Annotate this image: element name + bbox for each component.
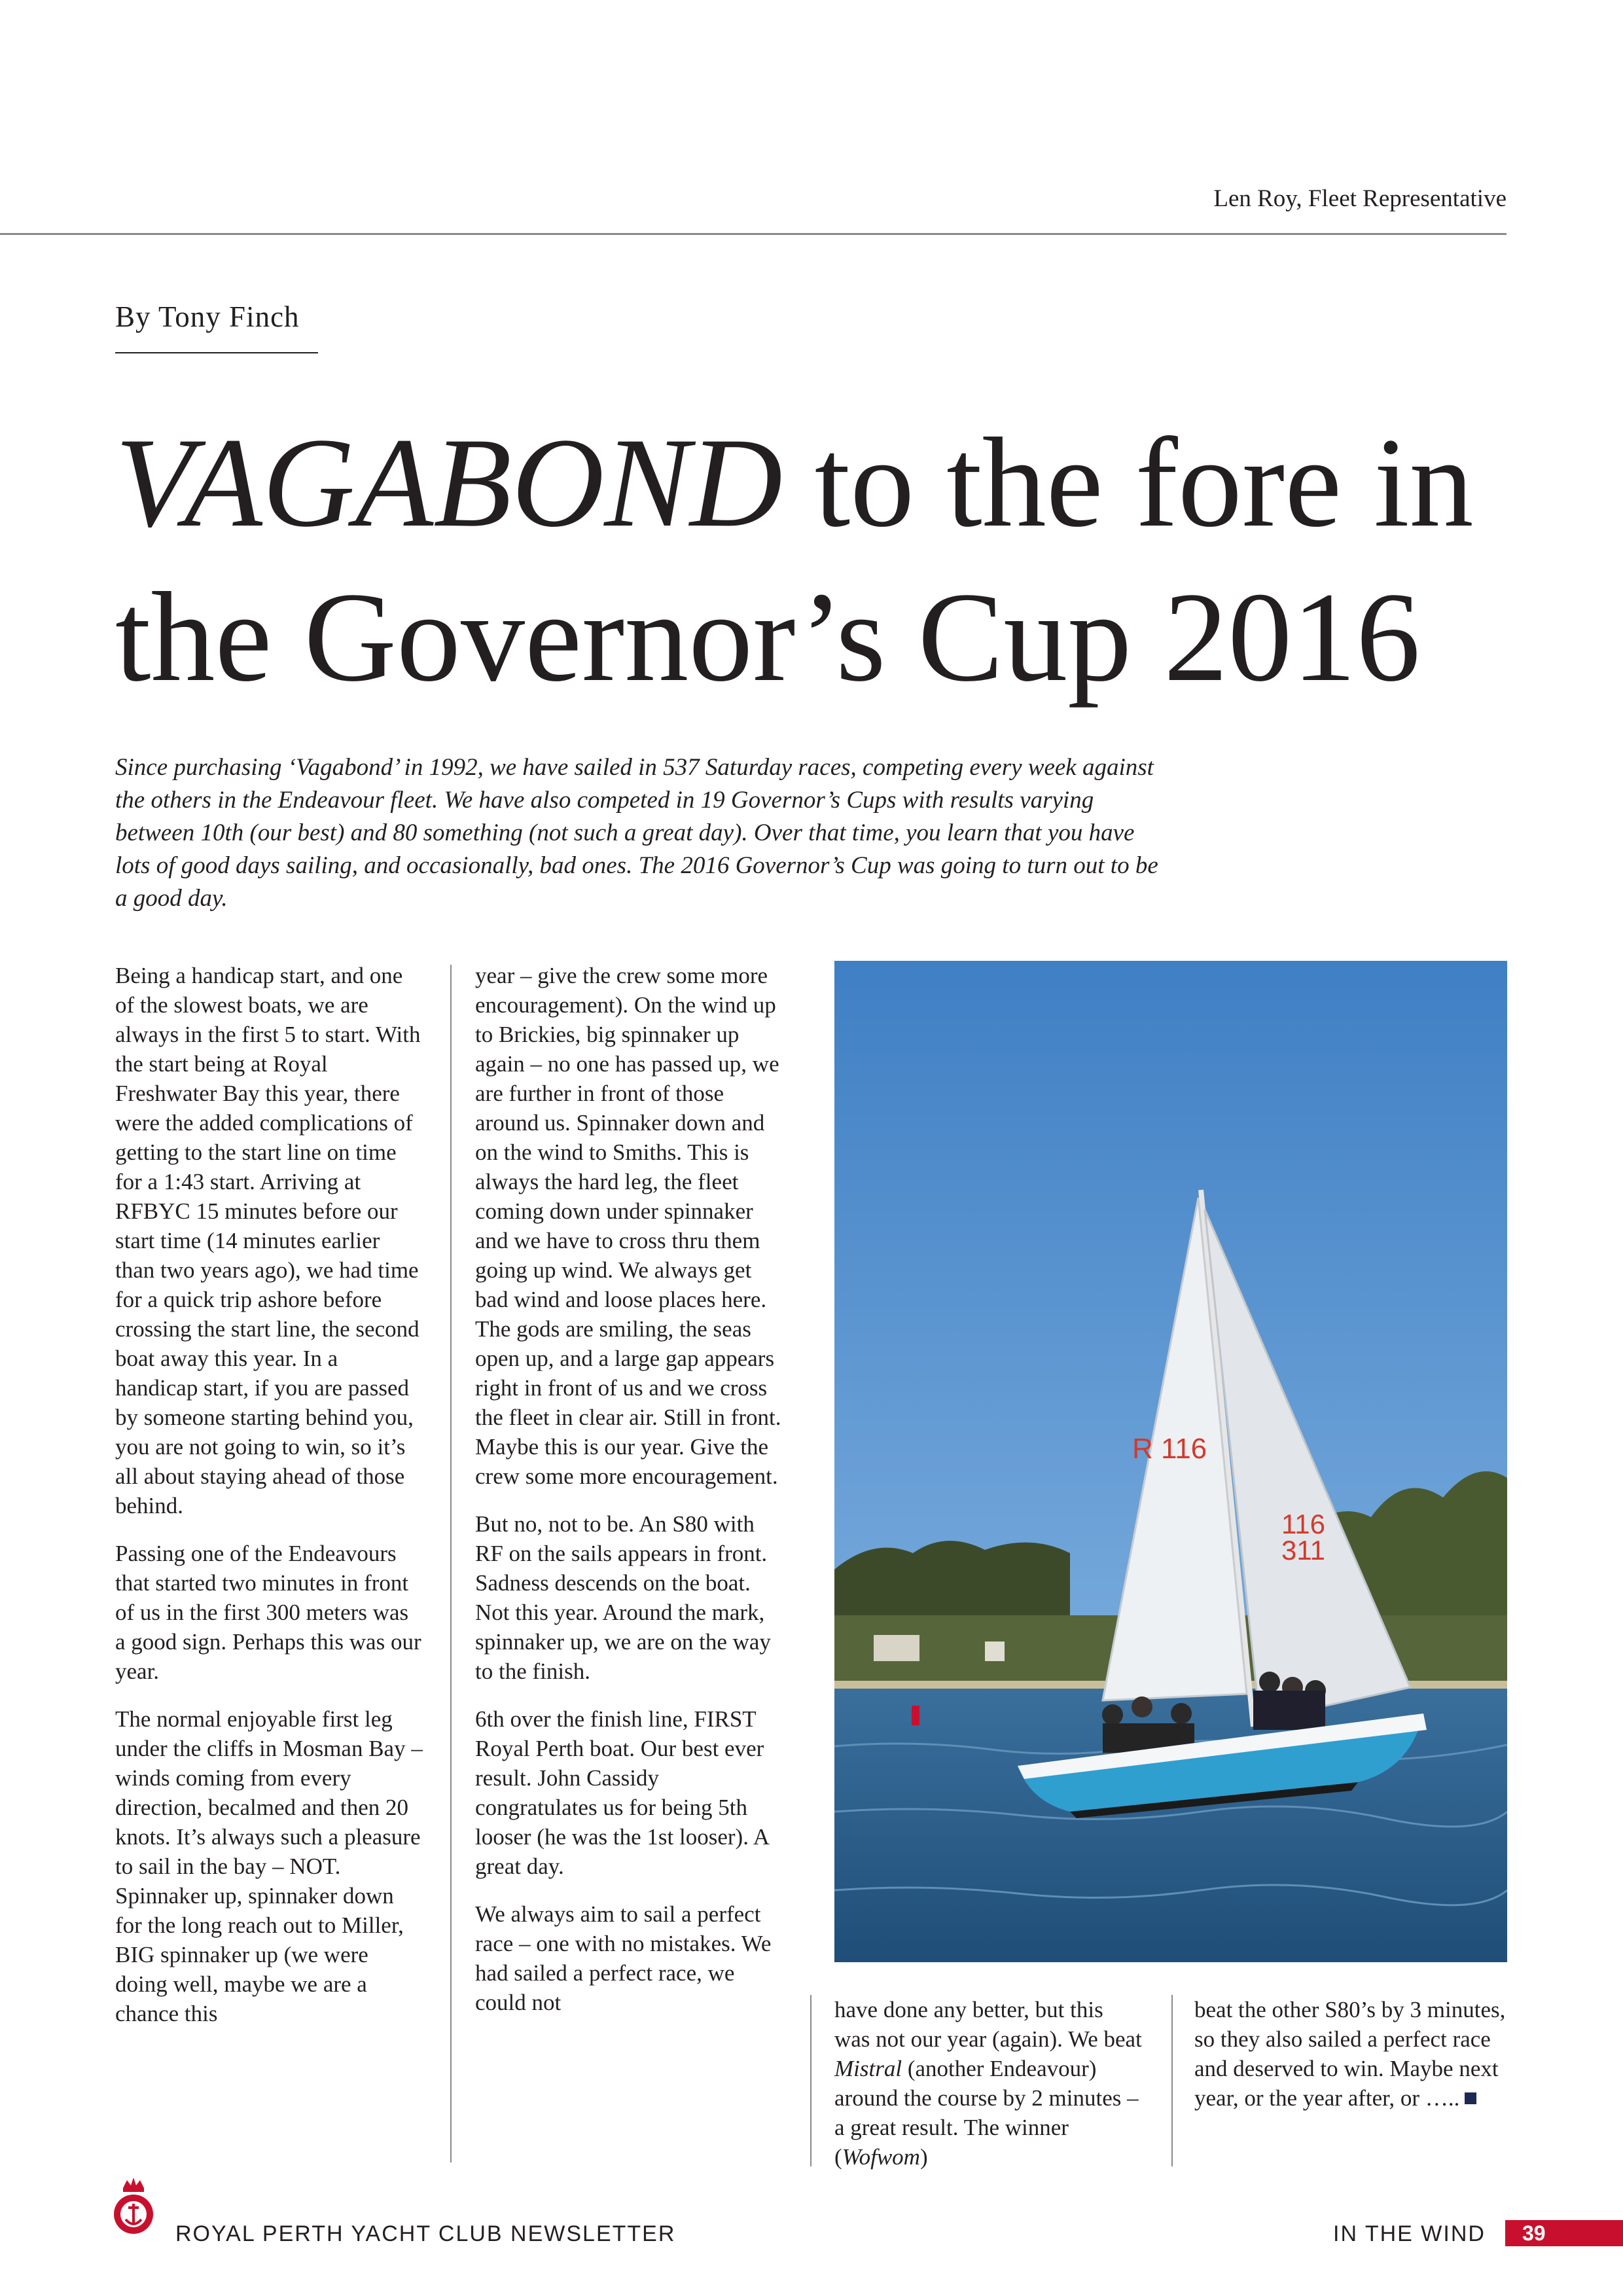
paragraph: year – give the crew some more encouragement). On the wind up to Brickies, big spinnaker up again – no one has passed up, we are further in front of those around us. Spinnaker down and on the wind to Smiths. This is always the hard leg, the fleet coming down under spinnaker and we have to cross thru them going up wind. We always get bad wind and loose places here. The gods are smiling, the seas open up, and a large gap appears right in front of us and we cross the fleet in clear air. Still in front. Maybe this is our year. Give the crew some more encouragement. bbox=[475, 963, 781, 1489]
sail-number-jib-bottom: 311 bbox=[1281, 1535, 1325, 1566]
byline: By Tony Finch bbox=[115, 300, 300, 333]
header-credit: Len Roy, Fleet Representative bbox=[1213, 185, 1507, 212]
section-name: IN THE WIND bbox=[1333, 2221, 1486, 2246]
body-column-3 bbox=[834, 1995, 1142, 2190]
title-line-2: the Governor’s Cup 2016 bbox=[115, 566, 1421, 708]
paragraph: We always aim to sail a perfect race – one with no mistakes. We had sailed a perfect race, we could not bbox=[475, 1901, 772, 2015]
paragraph: Being a handicap start, and one of the slowest boats, we are always in the first 5 to start. With the start being at Royal Freshwater Bay this year, there were the added complications of getting to the start line on time for a 1:43 start. Arriving at RFBYC 15 minutes before our start time (14 minutes earlier than two years ago), we had time for a quick trip ashore before crossing the start line, the second boat away this year. In a handicap start, if you are passed by someone starting behind you, you are not going to win, so it’s all about staying ahead of those behind. bbox=[115, 963, 421, 1518]
title-line-1 bbox=[115, 406, 1555, 560]
sail-number-main: R 116 bbox=[1132, 1433, 1207, 1465]
body-column-1 bbox=[115, 961, 423, 2047]
text-run: beat the other S80’s by 3 minutes, so they also sailed a perfect race and deserved to win. Maybe next year, or the year after, or ….. bbox=[1194, 1997, 1506, 2111]
article-title bbox=[115, 406, 1555, 715]
text-run: (another Endeavour) around the course by 2 minutes – a great result. The winner ( bbox=[834, 2056, 1139, 2170]
text-run: have done any better, but this was not our year (again). We beat bbox=[834, 1997, 1142, 2052]
end-of-article-icon bbox=[1465, 2092, 1476, 2104]
sailing-photo bbox=[834, 961, 1507, 1962]
paragraph: Passing one of the Endeavours that started two minutes in front of us in the first 300 meters was a good sign. Perhaps this was our year. bbox=[115, 1541, 421, 1684]
byline-underline bbox=[115, 352, 318, 353]
paragraph: But no, not to be. An S80 with RF on the sails appears in front. Sadness descends on the boat. Not this year. Around the mark, spinnaker up, we are on the way to the finish. bbox=[475, 1511, 771, 1684]
column-divider bbox=[450, 965, 452, 2162]
rpyc-crest-icon bbox=[113, 2176, 154, 2239]
header-divider bbox=[0, 233, 1507, 235]
text-run: ) bbox=[919, 2144, 928, 2170]
boat-name-mistral: Mistral bbox=[834, 2056, 902, 2081]
paragraph: The normal enjoyable first leg under the cliffs in Mosman Bay – winds coming from every direction, becalmed and then 20 knots. It’s always such a pleasure to sail in the bay – NOT. Spinnaker up, spinnaker down for the long reach out to Miller, BIG spinnaker up (we were doing well, maybe we are a chance this bbox=[115, 1706, 423, 2026]
body-column-2 bbox=[475, 961, 783, 2036]
boat-name-wofwom: Wofwom bbox=[842, 2144, 920, 2170]
page-number: 39 bbox=[1522, 2221, 1546, 2245]
paragraph bbox=[834, 1995, 1142, 2172]
title-boat-name: VAGABOND bbox=[115, 412, 783, 554]
column-divider bbox=[1171, 1995, 1173, 2166]
paragraph bbox=[1194, 1995, 1508, 2113]
paragraph: 6th over the finish line, FIRST Royal Perth boat. Our best ever result. John Cassidy congratulates us for being 5th looser (he was the 1st looser). A great day. bbox=[475, 1706, 769, 1879]
intro-paragraph: Since purchasing ‘Vagabond’ in 1992, we have sailed in 537 Saturday races, competing every week against the others in the Endeavour fleet. We have also competed in 19 Governor’s Cups with results varying between 10th (our best) and 80 something (not such a great day). Over that time, you learn that you have lots of good days sailing, and occasionally, bad ones. The 2016 Governor’s Cup was going to turn out to be a good day. bbox=[115, 754, 1158, 912]
body-column-4 bbox=[1194, 1995, 1508, 2131]
newsletter-name: ROYAL PERTH YACHT CLUB NEWSLETTER bbox=[175, 2221, 676, 2246]
title-line-1-rest: to the fore in bbox=[782, 412, 1474, 554]
column-divider bbox=[810, 1995, 812, 2166]
sail-number-jib-top: 116 bbox=[1281, 1509, 1325, 1539]
